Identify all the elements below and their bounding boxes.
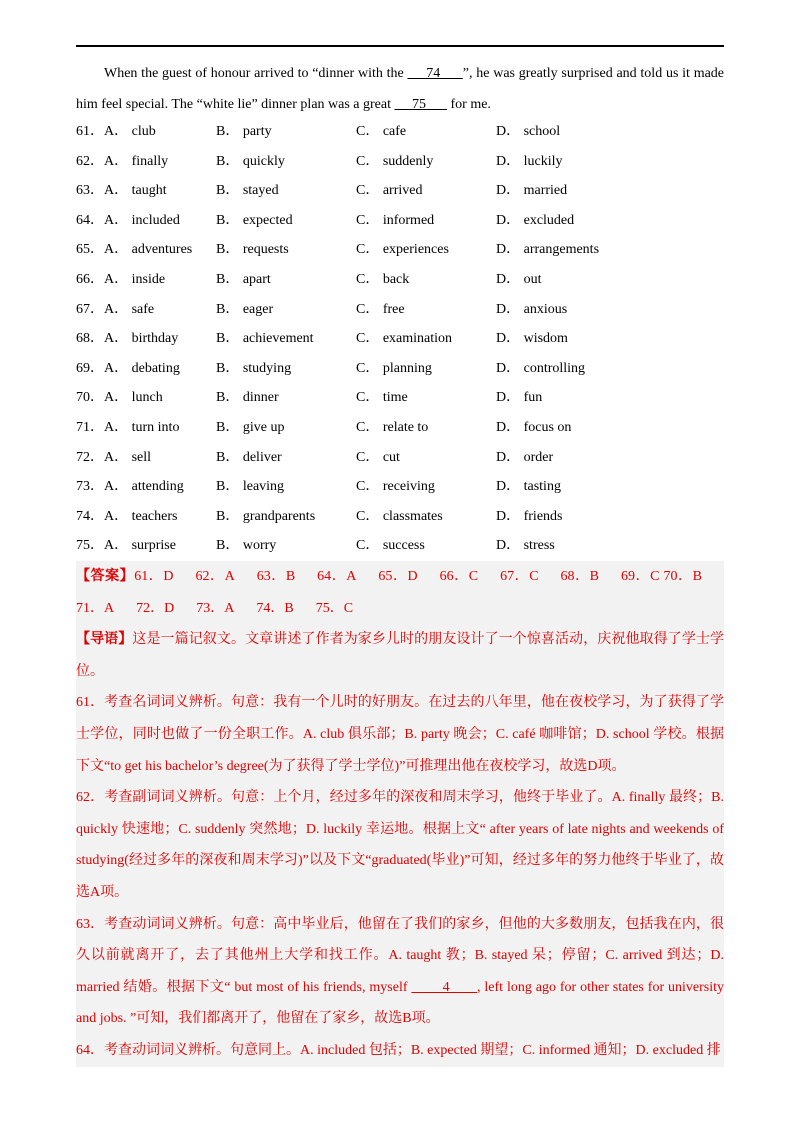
answer-item: 63．B: [256, 569, 296, 584]
option-b: B． leaving: [216, 479, 285, 495]
answer-item: 75．C: [315, 600, 354, 616]
option-a: A． club: [104, 124, 156, 139]
option-a: A． lunch: [104, 390, 163, 406]
question-number: 61．: [76, 124, 104, 139]
option-c: C． free: [356, 301, 405, 317]
answer-item: 69．C: [620, 569, 660, 584]
explanation-64: 64．考查动词词义辨析。句意同上。A. included 包括；B. expected 期望；C. informed 通知；D. excluded 排: [76, 1042, 721, 1058]
question-row: [76, 531, 724, 561]
option-c: C． receiving: [356, 479, 435, 495]
question-number: 74．: [76, 508, 104, 524]
option-a: A． finally: [104, 153, 169, 169]
option-a: A． turn into: [104, 419, 180, 435]
option-a: A． taught: [104, 183, 167, 199]
question-number: 72．: [76, 449, 104, 465]
option-c: C． planning: [356, 360, 432, 376]
option-c: C． time: [356, 390, 408, 406]
question-row: [76, 235, 724, 265]
guide-text: 这是一篇记叙文。文章讲述了作者为家乡儿时的朋友设计了一个惊喜活动，庆祝他取得了学士学位。: [76, 632, 725, 679]
option-b: B． give up: [216, 419, 285, 435]
question-number: 69．: [76, 360, 104, 376]
question-number: 62．: [76, 153, 104, 169]
option-a: A． adventures: [104, 242, 193, 258]
answer-item: 61．D: [134, 569, 174, 584]
option-c: C． cut: [356, 449, 400, 465]
option-b: B． deliver: [216, 449, 282, 465]
explanation-text: 63．考查动词词义辨析。句意：高中毕业后，他留在了我们的家乡，但他的大多数朋友，包括我在内，很久以前就离开了，去了其他州上大学和找工作。A. taught 教；B. stayed 呆；停留；C. arrived 到达；D. married 结婚。根据下文“ but most of his friends, myself: [76, 916, 724, 995]
option-b: B． eager: [216, 301, 274, 317]
answer-item: 65．D: [378, 569, 418, 584]
option-d: D． order: [496, 449, 554, 465]
option-a: A． included: [104, 212, 180, 228]
option-d: D． stress: [496, 538, 555, 554]
top-rule: [76, 45, 724, 47]
question-number: 66．: [76, 271, 104, 287]
option-c: C． cafe: [356, 124, 407, 139]
guide-label: 【导语】: [76, 632, 133, 648]
explanation-blank: 4: [411, 979, 477, 995]
option-d: D． fun: [496, 390, 543, 406]
passage-text: for me.: [447, 97, 491, 112]
answer-item: 70．B: [663, 569, 702, 584]
option-d: D． wisdom: [496, 331, 568, 347]
option-c: C． suddenly: [356, 153, 434, 169]
option-a: A． birthday: [104, 331, 179, 347]
question-number: 65．: [76, 242, 104, 258]
explanation-62: 62．考查副词词义辨析。句意：上个月，经过多年的深夜和周末学习，他终于毕业了。A. finally 最终；B. quickly 快速地；C. suddenly 突然地；D. luckily 幸运地。根据上文“ after years of late nights and weekends of studying(经过多年的深夜和周末学习)”以及下文“graduated(毕业)”可知，经过多年的努力他终于毕业了，故选A项。: [76, 790, 724, 900]
explanation-63: [76, 909, 724, 1035]
option-b: B． stayed: [216, 183, 279, 199]
option-d: D． luckily: [496, 153, 563, 169]
option-d: D． controlling: [496, 360, 586, 376]
answer-item: 66．C: [439, 569, 479, 584]
question-row: [76, 324, 724, 354]
question-row: [76, 176, 724, 206]
option-c: C． arrived: [356, 183, 423, 199]
option-d: D． married: [496, 183, 568, 199]
option-d: D． out: [496, 271, 542, 287]
option-a: A． inside: [104, 271, 166, 287]
option-b: B． quickly: [216, 153, 285, 169]
question-number: 71．: [76, 419, 104, 435]
option-c: C． success: [356, 538, 425, 554]
option-d: D． tasting: [496, 479, 561, 495]
passage-paragraph: [76, 58, 724, 120]
option-b: B． achievement: [216, 331, 314, 347]
option-a: A． attending: [104, 479, 184, 495]
answer-item: 64．A: [317, 569, 357, 584]
answer-key: [76, 561, 724, 624]
question-row: [76, 147, 724, 177]
question-row: [76, 502, 724, 532]
answer-item: 67．C: [500, 569, 539, 584]
blank-74: 74: [407, 66, 463, 81]
question-row: [76, 265, 724, 295]
option-d: D． excluded: [496, 212, 575, 228]
question-row: [76, 413, 724, 443]
question-row: [76, 295, 724, 325]
option-b: B． studying: [216, 360, 292, 376]
answer-item: 68．B: [560, 569, 599, 584]
answer-item: 72．D: [136, 600, 175, 616]
question-options: [76, 117, 724, 561]
option-c: C． experiences: [356, 242, 449, 258]
option-d: D． friends: [496, 508, 563, 524]
question-number: 73．: [76, 479, 104, 495]
option-b: B． party: [216, 124, 272, 139]
guide-paragraph: [76, 624, 724, 687]
explanation-61: 61．考查名词词义辨析。句意：我有一个儿时的好朋友。在过去的八年里，他在夜校学习，为了获得了学士学位，同时也做了一份全职工作。A. club 俱乐部；B. party 晚会；C. café 咖啡馆；D. school 学校。根据下文“to get his bachelor’s degree(为了获得了学士学位)”可推理出他在夜校学习，故选D项。: [76, 695, 724, 774]
option-c: C． back: [356, 271, 410, 287]
question-number: 64．: [76, 212, 104, 228]
option-b: B． worry: [216, 538, 277, 554]
question-number: 75．: [76, 538, 104, 554]
option-b: B． apart: [216, 271, 271, 287]
option-c: C． examination: [356, 331, 453, 347]
option-b: B． grandparents: [216, 508, 316, 524]
question-number: 67．: [76, 301, 104, 317]
blank-75: 75: [394, 97, 447, 112]
option-d: D． school: [496, 124, 561, 139]
passage-text: When the guest of honour arrived to “dinner with the: [104, 66, 408, 81]
question-number: 68．: [76, 331, 104, 347]
answer-item: 74．B: [256, 600, 294, 616]
explanation-text: , left long ago for other states for university and jobs. ”可知，我们都离开了，他留在了家乡，故选B项。: [76, 979, 725, 1027]
option-b: B． dinner: [216, 390, 279, 406]
question-number: 63．: [76, 183, 104, 199]
answer-analysis: [76, 561, 724, 1067]
option-c: C． informed: [356, 212, 435, 228]
option-d: D． focus on: [496, 419, 572, 435]
question-row: [76, 443, 724, 473]
answer-item: 71．A: [76, 600, 115, 616]
option-a: A． debating: [104, 360, 180, 376]
answer-item: 73．A: [196, 600, 235, 616]
question-row: [76, 472, 724, 502]
option-d: D． arrangements: [496, 242, 600, 258]
option-a: A． safe: [104, 301, 155, 317]
option-a: A． teachers: [104, 508, 178, 524]
answer-item: 62．A: [195, 569, 235, 584]
question-number: 70．: [76, 390, 104, 406]
question-row: [76, 206, 724, 236]
question-row: [76, 354, 724, 384]
option-b: B． requests: [216, 242, 289, 258]
option-a: A． surprise: [104, 538, 176, 554]
option-c: C． classmates: [356, 508, 443, 524]
question-row: [76, 383, 724, 413]
option-d: D． anxious: [496, 301, 568, 317]
option-a: A． sell: [104, 449, 152, 465]
passage-text: ”, he was greatly surprised and told us it made him feel special. The “white lie” dinner plan was a great: [76, 66, 725, 112]
answer-label: 【答案】: [76, 569, 135, 584]
question-row: [76, 117, 724, 147]
option-c: C． relate to: [356, 419, 429, 435]
passage: [76, 58, 724, 120]
option-b: B． expected: [216, 212, 293, 228]
